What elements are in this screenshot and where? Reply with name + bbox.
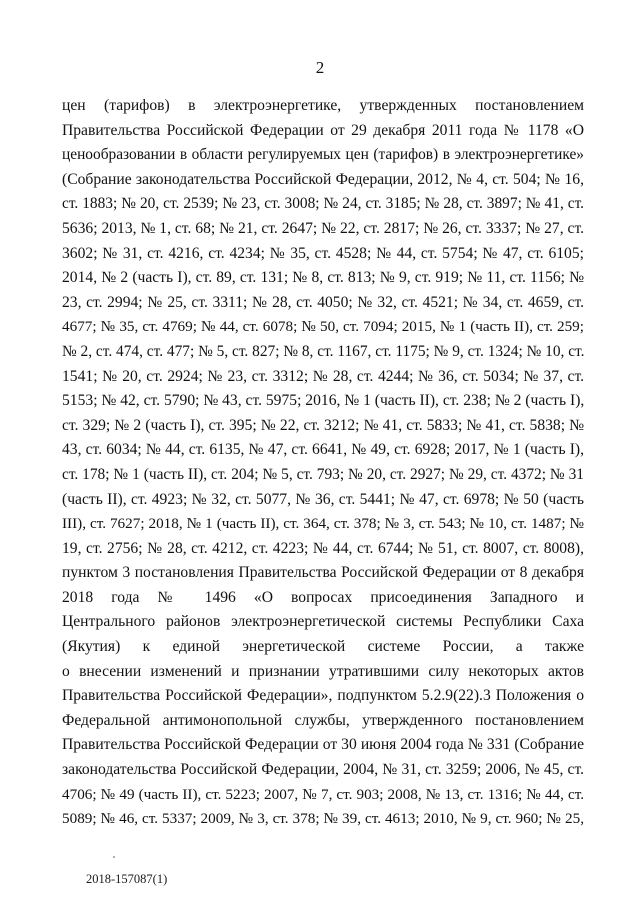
body-text-line: 5636; 2013, № 1, ст. 68; № 21, ст. 2647; № 22, ст. 2817; № 26, ст. 3337; № 27, ст. <box>62 219 584 237</box>
body-text-line: 4677; № 35, ст. 4769; № 44, ст. 6078; № 50, ст. 7094; 2015, № 1 (часть II), ст. 259; <box>62 318 584 336</box>
body-text-line: Правительства Российской Федерации», подпунктом 5.2.9(22).3 Положения о <box>62 687 584 705</box>
body-text-line: Правительства Российской Федерации от 29 декабря 2011 года № 1178 «О <box>62 121 584 139</box>
body-text-line: (часть II), ст. 4923; № 32, ст. 5077, № 36, ст. 5441; № 47, ст. 6978; № 50 (часть <box>62 490 584 508</box>
body-text-line: Центрального районов электроэнергетической системы Республики Саха <box>62 613 584 631</box>
body-text-line: 2014, № 2 (часть I), ст. 89, ст. 131; № 8, ст. 813; № 9, ст. 919; № 11, ст. 1156; № <box>62 269 584 287</box>
body-text-line: 5089; № 46, ст. 5337; 2009, № 3, ст. 378; № 39, ст. 4613; 2010, № 9, ст. 960; № 25, <box>62 810 584 828</box>
body-text-line: ст. 178; № 1 (часть II), ст. 204; № 5, ст. 793; № 20, ст. 2927; № 29, ст. 4372; № 31 <box>62 465 584 483</box>
body-text-line: ст. 1883; № 20, ст. 2539; № 23, ст. 3008; № 24, ст. 3185; № 28, ст. 3897; № 41, ст. <box>62 195 584 213</box>
body-text-line: 3602; № 31, ст. 4216, ст. 4234; № 35, ст. 4528; № 44, ст. 5754; № 47, ст. 6105; <box>62 244 584 262</box>
body-text-line: (Якутия) к единой энергетической системе России, а также <box>62 638 584 656</box>
body-text-line: законодательства Российской Федерации, 2004, № 31, ст. 3259; 2006, № 45, ст. <box>62 761 584 779</box>
document-registration-code: 2018-157087(1) <box>86 872 168 886</box>
body-text-line: ценообразовании в области регулируемых цен (тарифов) в электроэнергетике» <box>62 146 584 164</box>
body-text-line: III), ст. 7627; 2018, № 1 (часть II), ст. 364, ст. 378; № 3, ст. 543; № 10, ст. 1487; № <box>62 515 584 533</box>
document-body-text <box>62 94 584 832</box>
body-text-line: (Собрание законодательства Российской Федерации, 2012, № 4, ст. 504; № 16, <box>62 170 584 188</box>
body-text-line: 2018 года № 1496 «О вопросах присоединения Западного и <box>62 588 584 606</box>
page-number: 2 <box>315 58 325 77</box>
scan-speck <box>113 856 115 858</box>
body-text-line: 5153; № 42, ст. 5790; № 43, ст. 5975; 2016, № 1 (часть II), ст. 238; № 2 (часть I), <box>62 392 585 410</box>
body-text-line: 4706; № 49 (часть II), ст. 5223; 2007, № 7, ст. 903; 2008, № 13, ст. 1316; № 44, ст. <box>62 785 584 803</box>
body-text-line: Правительства Российской Федерации от 30 июня 2004 года № 331 (Собрание <box>62 736 584 754</box>
body-text-line: цен (тарифов) в электроэнергетике, утвержденных постановлением <box>62 97 584 114</box>
body-text-line: 19, ст. 2756; № 28, ст. 4212, ст. 4223; № 44, ст. 6744; № 51, ст. 8007, ст. 8008), <box>62 539 584 557</box>
body-text-line: № 2, ст. 474, ст. 477; № 5, ст. 827; № 8, ст. 1167, ст. 1175; № 9, ст. 1324; № 10, ст. <box>62 342 585 360</box>
body-text-line: 23, ст. 2994; № 25, ст. 3311; № 28, ст. 4050; № 32, ст. 4521; № 34, ст. 4659, ст. <box>62 293 584 311</box>
body-text-line: 1541; № 20, ст. 2924; № 23, ст. 3312; № 28, ст. 4244; № 36, ст. 5034; № 37, ст. <box>62 367 584 385</box>
body-text-line: ст. 329; № 2 (часть I), ст. 395; № 22, ст. 3212; № 41, ст. 5833; № 41, ст. 5838; № <box>62 416 584 434</box>
body-text-line: Федеральной антимонопольной службы, утвержденного постановлением <box>62 711 584 729</box>
body-text-line: о внесении изменений и признании утратившими силу некоторых актов <box>62 662 584 680</box>
body-text-line: пунктом 3 постановления Правительства Российской Федерации от 8 декабря <box>62 564 584 582</box>
body-text-line: 43, ст. 6034; № 44, ст. 6135, № 47, ст. 6641, № 49, ст. 6928; 2017, № 1 (часть I), <box>62 441 584 459</box>
